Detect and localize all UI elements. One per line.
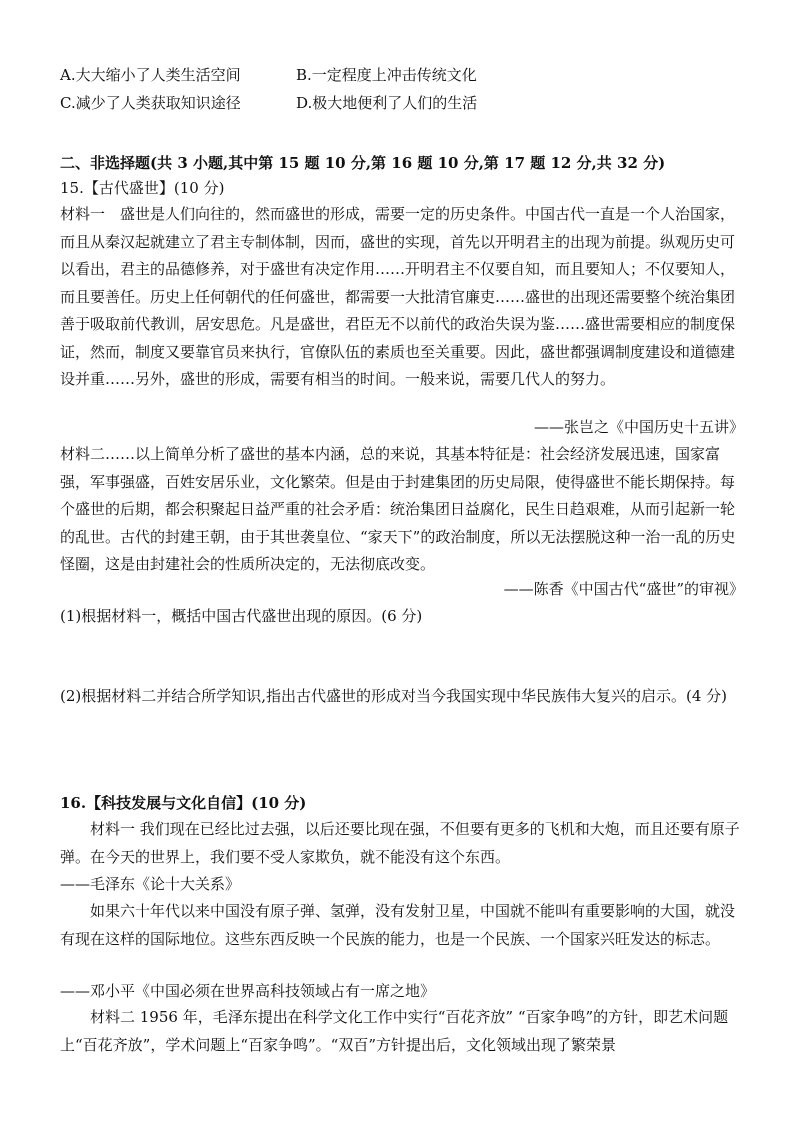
q15-material-1 <box>60 201 744 394</box>
options-row-1 <box>60 61 744 89</box>
q15-question-2: (2)根据材料二并结合所学知识,指出古代盛世的形成对当今我国实现中华民族伟大复兴的启示。(4 分) <box>60 687 728 705</box>
q15-question-1: (1)根据材料一，概括中国古代盛世出现的原因。(6 分) <box>60 607 423 625</box>
option-c: C.减少了人类获取知识途径 <box>60 94 241 112</box>
option-d: D.极大地便利了人们的生活 <box>296 94 478 112</box>
q16-source-1: ——毛泽东《论十大关系》 <box>60 875 241 893</box>
q16-source-2: ——邓小平《中国必须在世界高科技领域占有一席之地》 <box>60 982 436 1000</box>
option-a: A.大大缩小了人类生活空间 <box>60 66 241 84</box>
q16-material-2: 材料二 1956 年，毛泽东提出在科学文化工作中实行“百花齐放” “百家争鸣”的方针，即艺术问题上“百花齐放”，学术问题上“百家争鸣”。“双百”方针提出后，文化领域出现了繁荣景 <box>60 1008 729 1054</box>
q15-source-2: ——陈香《中国古代“盛世”的审视》 <box>503 580 744 598</box>
option-b: B.一定程度上冲击传统文化 <box>296 66 477 84</box>
q15-source-1: ——张岂之《中国历史十五讲》 <box>533 418 744 436</box>
options-row-2 <box>60 89 744 117</box>
q16-title: 16.【科技发展与文化自信】(10 分) <box>60 794 307 812</box>
q16-material-1-p1: 材料一 我们现在已经比过去强，以后还要比现在强，不但要有更多的飞机和大炮，而且还要有原子弹。在今天的世界上，我们要不受人家欺负，就不能没有这个东西。 <box>60 820 740 866</box>
q15-material-2-text: 材料二……以上简单分析了盛世的基本内涵，总的来说，其基本特征是：社会经济发展迅速，国家富强，军事强盛，百姓安居乐业，文化繁荣。但是由于封建集团的历史局限，使得盛世不能长期保持。每个盛世的后期，都会积聚起日益严重的社会矛盾：统治集团日益腐化，民生日趋艰难，从而引起新一轮的乱世。古代的封建王朝，由于其世袭皇位、“家天下”的政治制度，所以无法摆脱这种一治一乱的历史怪圈，这是由封建社会的性质所决定的，无法彻底改变。 <box>60 445 736 573</box>
q15-material-1-text: 材料一 盛世是人们向往的，然而盛世的形成，需要一定的历史条件。中国古代一直是一个人治国家，而且从秦汉起就建立了君主专制体制，因而，盛世的实现，首先以开明君主的出现为前提。纵观历史可以看出，君主的品德修养，对于盛世有决定作用……开明君主不仅要自知，而且要知人；不仅要知人，而且要善任。历史上任何朝代的任何盛世，都需要一大批清官廉吏……盛世的出现还需要整个统治集团善于吸取前代教训，居安思危。凡是盛世，君臣无不以前代的政治失误为鉴……盛世需要相应的制度保证，然而，制度又要靠官员来执行，官僚队伍的素质也至关重要。因此，盛世都强调制度建设和道德建设并重……另外，盛世的形成，需要有相当的时间。一般来说，需要几代人的努力。 <box>60 205 736 388</box>
q15-material-2 <box>60 441 744 579</box>
section-title: 二、非选择题(共 3 小题,其中第 15 题 10 分,第 16 题 10 分,第 17 题 12 分,共 32 分) <box>60 154 666 172</box>
q16-material-1-p2: 如果六十年代以来中国没有原子弹、氢弹，没有发射卫星，中国就不能叫有重要影响的大国，就没有现在这样的国际地位。这些东西反映一个民族的能力，也是一个民族、一个国家兴旺发达的标志。 <box>60 902 736 948</box>
q15-title: 15.【古代盛世】(10 分) <box>60 179 225 197</box>
